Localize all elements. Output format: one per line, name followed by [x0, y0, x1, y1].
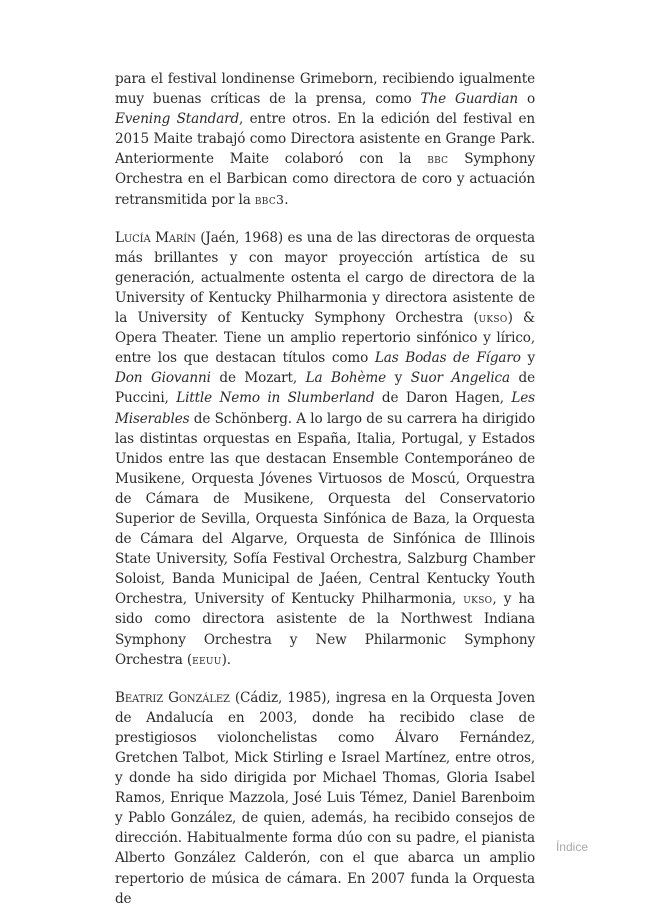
text: ).	[221, 651, 231, 668]
index-link[interactable]: Índice	[555, 840, 588, 854]
text: de Mozart,	[210, 370, 306, 387]
work-title: Les Miserables	[115, 390, 535, 427]
work-title: Suor Angelica	[410, 370, 510, 387]
paragraph-beatriz-gonzalez	[115, 688, 535, 909]
person-name: Beatriz González	[115, 689, 230, 706]
text: de Daron Hagen,	[374, 390, 512, 407]
abbreviation: bbc3	[254, 191, 285, 207]
abbreviation: ukso	[463, 591, 493, 607]
work-title: Little Nemo in Slumberland	[176, 390, 375, 407]
text: (Jaén, 1968) es una de las directoras de orquesta más brillantes y con mayor proyección artística de su generación, actualmente ostenta el cargo de directora de la University of Kentucky Philharmonia y directora asistente de la University of Kentucky Symphony Orchestra (	[115, 229, 536, 327]
paragraph-lucia-marin	[115, 228, 535, 670]
abbreviation: eeuu	[192, 651, 222, 667]
text: y	[520, 350, 535, 367]
paragraph-grimeborn	[115, 69, 535, 210]
publication-title: Evening Standard	[115, 111, 240, 128]
text: , entre otros. En la edición del festival en 2015 Maite trabajó como Directora asistente en Grange Park. Anteriormente Maite colaboró con la	[115, 111, 535, 168]
text: (Cádiz, 1985), ingresa en la Orquesta Joven de Andalucía en 2003, donde ha recibido clase de prestigiosos violonchelistas como Álvaro Fernández, Gretchen Talbot, Mick Stirling e Israel Martínez, entre otros, y donde ha sido dirigida por Michael Thomas, Gloria Isabel Ramos, Enrique Mazzola, José Luis Témez, Daniel Barenboim y Pablo González, de quien, además, ha recibido consejos de dirección. Habitualmente forma dúo con su padre, el pianista Alberto González Calderón, con el que abarca un amplio repertorio de música de cámara. En 2007 funda la Orquesta de	[115, 689, 535, 907]
text: de Schönberg. A lo largo de su carrera ha dirigido las distintas orquestas en España, Italia, Portugal, y Estados Unidos entre las que destacan Ensemble Contemporáneo de Musikene, Orquesta Jóvenes Virtuosos de Moscú, Orquestra de Cámara de Musikene, Orquesta del Conservatorio Superior de Sevilla, Orquesta Sinfónica de Baza, la Orquesta de Cámara del Algarve, Orquesta de Sinfónica de Illinois State University, Sofía Festival Orchestra, Salzburg Chamber Soloist, Banda Municipal de Jaéen, Central Kentucky Youth Orchestra, University of Kentucky Philharmonia,	[115, 410, 535, 608]
document-body	[115, 69, 535, 909]
text: , y ha sido como directora asistente de la Northwest Indiana Symphony Orchestra y New Philarmonic Symphony Orchestra (	[115, 591, 536, 668]
work-title: Don Giovanni	[115, 370, 211, 387]
abbreviation: bbc	[427, 151, 449, 167]
text: o	[517, 91, 536, 108]
work-title: La Bohème	[305, 370, 387, 387]
publication-title: The Guardian	[420, 91, 518, 108]
text: de Puccini,	[115, 370, 535, 407]
text: Symphony Orchestra en el Barbican como directora de coro y actuación retransmitida por la	[115, 151, 535, 208]
abbreviation: ukso	[478, 310, 508, 326]
text: .	[284, 191, 289, 208]
work-title: Las Bodas de Fígaro	[374, 350, 521, 367]
person-name: Lucía Marín	[115, 229, 196, 246]
text: ) & Opera Theater. Tiene un amplio repertorio sinfónico y lírico, entre los que destacan títulos como	[115, 310, 535, 367]
text: para el festival londinense Grimeborn, recibiendo igualmente muy buenas críticas de la prensa, como	[115, 71, 535, 108]
text: y	[386, 370, 411, 387]
